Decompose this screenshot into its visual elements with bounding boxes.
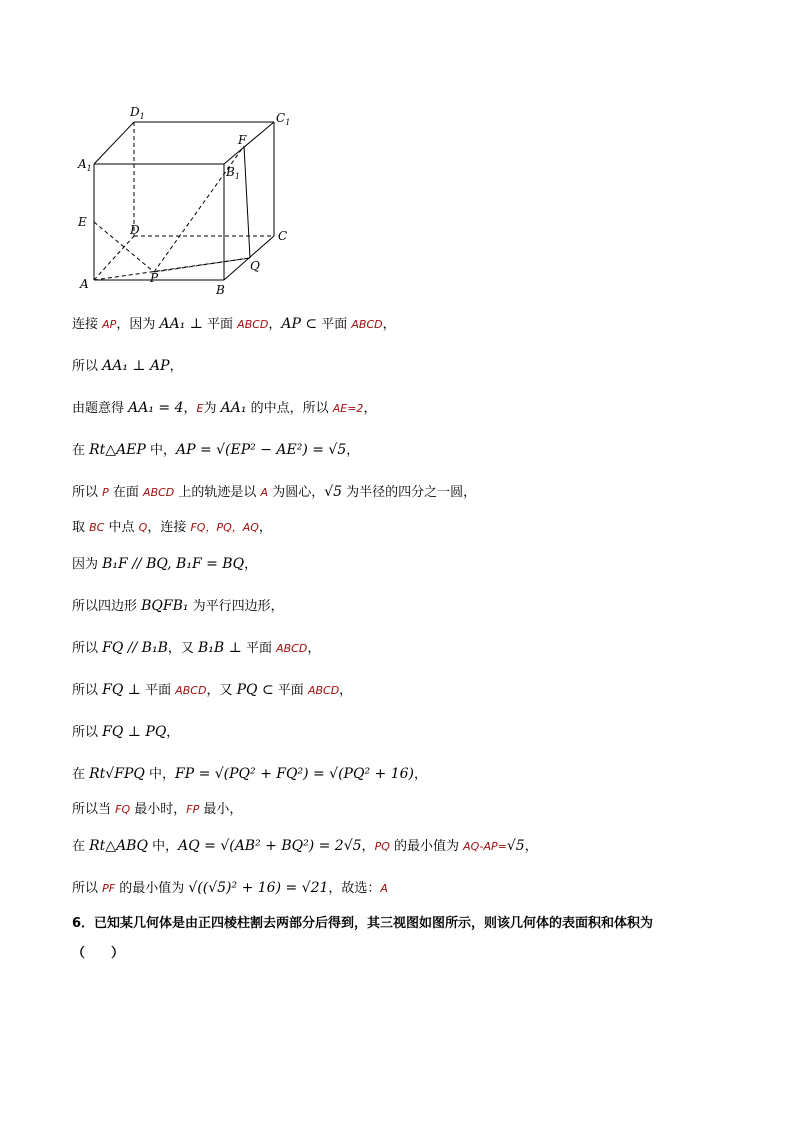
math: Rt△ABQ	[89, 838, 148, 854]
red-term: AQ-AP=	[463, 840, 507, 853]
label-b: B	[216, 283, 225, 297]
solution-line-12	[72, 764, 427, 785]
text: ，因为	[116, 317, 160, 332]
text: 中点	[104, 520, 139, 535]
text: ，	[339, 683, 353, 698]
red-term: E	[196, 402, 204, 415]
solution-line-15	[72, 878, 388, 899]
red-term: AP	[102, 318, 117, 331]
math: B₁F // BQ, B₁F = BQ	[102, 556, 245, 572]
text: ，	[363, 401, 377, 416]
red-term: ABCD	[307, 684, 340, 697]
solution-line-5	[72, 482, 476, 503]
text: 平面	[202, 317, 238, 332]
math: FQ ⊥	[102, 682, 141, 698]
text: 的中点，所以	[246, 401, 333, 416]
math: AP = √(EP² − AE²) = √5	[175, 442, 347, 458]
text: 的最小值为	[115, 881, 189, 896]
red-term: FP	[186, 803, 200, 816]
red-term: Q	[138, 521, 148, 534]
math: Rt△AEP	[89, 442, 146, 458]
solution-line-14	[72, 836, 538, 857]
red-term: ABCD	[175, 684, 207, 697]
text: ，	[413, 767, 427, 782]
math: AA₁ ⊥	[159, 316, 203, 332]
text: 为	[203, 401, 221, 416]
text: ，	[183, 401, 197, 416]
math: √((√5)² + 16) = √21	[188, 880, 329, 896]
cube-figure	[70, 100, 300, 300]
text: 由题意得	[72, 401, 129, 416]
math: FP = √(PQ² + FQ²) = √(PQ² + 16)	[174, 766, 414, 782]
text: ，又	[167, 641, 198, 656]
text: ，	[244, 557, 258, 572]
edge-b1-c1	[224, 122, 274, 164]
math: AA₁	[220, 400, 247, 416]
math: B₁B ⊥	[198, 640, 242, 656]
label-d1: $D_1$	[130, 105, 145, 121]
text: ，故选：	[328, 881, 381, 896]
text: 中，	[145, 443, 176, 458]
solution-line-2	[72, 356, 183, 377]
math: √5	[324, 484, 343, 500]
text: 为圆心，	[268, 485, 325, 500]
text: 所以	[72, 641, 103, 656]
red-term: P	[102, 486, 109, 499]
label-p: P	[150, 271, 159, 285]
math: AQ = √(AB² + BQ²) = 2√5	[178, 838, 362, 854]
label-a: A	[80, 277, 89, 291]
label-c1: $C_1$	[276, 111, 291, 127]
label-b1: $B_1$	[226, 165, 240, 181]
text: 上的轨迹是以	[174, 485, 261, 500]
text: 在	[72, 443, 90, 458]
label-q: Q	[250, 259, 260, 273]
label-f: F	[238, 133, 247, 147]
edge-a1-d1	[94, 122, 134, 164]
text: 最小时，	[130, 802, 187, 817]
text: ，又	[206, 683, 237, 698]
math: FQ // B₁B	[102, 640, 168, 656]
text: 所以	[72, 359, 103, 374]
text: ，	[258, 520, 272, 535]
edge-a-d	[94, 236, 134, 280]
math: AP ⊂	[281, 316, 318, 332]
text: ，	[346, 443, 360, 458]
text: 因为	[72, 557, 103, 572]
solution-line-8	[72, 596, 284, 617]
text: 所以	[72, 881, 103, 896]
text: 所以当	[72, 802, 116, 817]
text: ，	[307, 641, 321, 656]
red-term: A	[380, 882, 388, 895]
label-c: C	[278, 229, 288, 243]
text: 平面	[273, 683, 308, 698]
text: 平面	[317, 317, 352, 332]
red-term: PF	[102, 882, 116, 895]
text: 所以四边形	[72, 599, 142, 614]
solution-line-13	[72, 800, 242, 820]
red-term: BC	[89, 521, 105, 534]
text: 平面	[140, 683, 176, 698]
question-6-text: 6．已知某几何体是由正四棱柱割去两部分后得到，其三视图如图所示，则该几何体的表面积和体积为	[72, 916, 654, 931]
text: 平面	[241, 641, 277, 656]
red-term: FQ	[115, 803, 131, 816]
text: ，连接	[147, 520, 191, 535]
text: 中，	[144, 767, 175, 782]
text: 为半径的四分之一圆，	[342, 485, 477, 500]
text: ，	[361, 839, 375, 854]
solution-line-1	[72, 314, 396, 335]
text: 在面	[108, 485, 144, 500]
text: 为平行四边形，	[188, 599, 284, 614]
text: ，	[382, 317, 396, 332]
text: 在	[72, 839, 90, 854]
text: 的最小值为	[389, 839, 464, 854]
red-term: FQ，PQ，AQ	[190, 521, 259, 534]
math: PQ ⊂	[236, 682, 274, 698]
math: AA₁ ⊥ AP	[102, 358, 170, 374]
text: 所以	[72, 725, 103, 740]
solution-line-9	[72, 638, 320, 659]
red-term: PQ	[374, 840, 390, 853]
text: ，	[166, 725, 180, 740]
math: FQ ⊥ PQ	[102, 724, 167, 740]
solution-line-6	[72, 518, 272, 538]
red-term: ABCD	[351, 318, 383, 331]
text: 所以	[72, 683, 103, 698]
solution-line-3	[72, 398, 376, 419]
text: 在	[72, 767, 90, 782]
label-e: E	[78, 215, 87, 229]
text: 最小，	[199, 802, 243, 817]
red-term: ABCD	[237, 318, 269, 331]
red-term: A	[260, 486, 269, 499]
text: ，	[169, 359, 183, 374]
cube-diagram	[70, 100, 300, 300]
solution-line-4	[72, 440, 359, 461]
solution-line-10	[72, 680, 352, 701]
red-term: ABCD	[143, 486, 175, 499]
math: Rt√FPQ	[89, 766, 145, 782]
label-a1: $A_1$	[78, 157, 92, 173]
red-term: ABCD	[276, 642, 308, 655]
red-term: AE=2	[332, 402, 364, 415]
math: AA₁ = 4	[128, 400, 184, 416]
text: 连接	[72, 317, 103, 332]
text: 取	[72, 520, 90, 535]
math: √5	[506, 838, 525, 854]
text: ，	[268, 317, 282, 332]
segment-f-q	[244, 146, 250, 258]
text: 所以	[72, 485, 103, 500]
text: 中，	[147, 839, 179, 854]
text: ，	[524, 839, 538, 854]
question-6-answer-blank: （ ）	[72, 946, 125, 961]
math: BQFB₁	[141, 598, 189, 614]
solution-line-11	[72, 722, 179, 743]
label-d: D	[130, 223, 140, 237]
solution-line-7	[72, 554, 257, 575]
segment-a-q	[94, 258, 250, 280]
